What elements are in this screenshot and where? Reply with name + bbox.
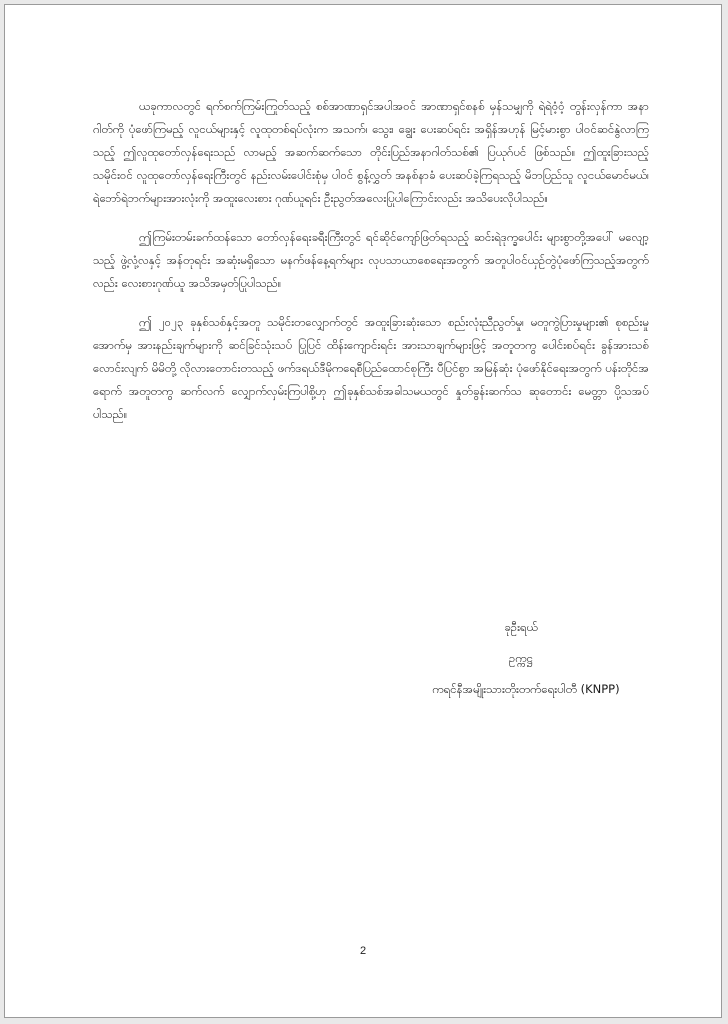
page-number: 2: [359, 945, 367, 957]
paragraph-2: ဤကြမ်းတမ်းခက်ထန်သော တော်လှန်ရေးခရီးကြီးတွင် ရင်ဆိုင်ကျော်ဖြတ်ရသည့် ဆင်းရဲဒုက္ခပေါင်း များစွာတို့အပေါ် မလျော့သည့် ဖွဲ့လုံ့လနှင့် အန်တုရင်း အဆုံးမရှိသော မနက်ဖန်နေ့ရက်များ လုပသာယာစေရေးအတွက် အတူပါဝင်ယှဉ်တွဲပုံဖော်ကြသည့်အတွက်လည်း လေးစားဂုဏ်ယူ အသိအမှတ်ပြုပါသည်။: [93, 230, 649, 290]
organization-name: ကရင်နီအမျိုးသားတိုးတက်ရေးပါတီ (KNPP): [432, 682, 620, 696]
signature-block: [381, 612, 661, 705]
document-page: [4, 4, 722, 1018]
paragraph-1: ယခုကာလတွင် ရက်စက်ကြမ်းကြုတ်သည့် စစ်အာဏာရှင်အပါအဝင် အာဏာရှင်စနစ် မှန်သမျှကို ရဲရဲဝံ့ဝံ့ တွန်းလှန်ကာ အနာဂါတ်ကို ပုံဖော်ကြမည့် လူငယ်များနှင့် လူထုတစ်ရပ်လုံးက အသက်၊ သွေး၊ ချွေး ပေးဆပ်ရင်း အရှိန်အဟုန် မြင့်မားစွာ ပါဝင်ဆင်နွဲလာကြသည့် ဤလူထုတော်လှန်ရေးသည် လာမည့် အဆက်ဆက်သော တိုင်းပြည်အနာဂါတ်သစ်၏ ပြယုဂ်ပင် ဖြစ်သည်။ ဤထူးခြားသည့် သမိုင်းဝင် လူထုတော်လှန်ရေးကြီးတွင် နည်းလမ်းပေါင်းစုံမှ ပါဝင် စွန့်လွှတ် အနစ်နာခံ ပေးဆပ်ခဲ့ကြရသည့် မိဘပြည်သူ လူငယ်မောင်မယ်၊ ရဲဘော်ရဲဘက်များအားလုံးကို အထူးလေးစား ဂုဏ်ယူရင်း ဦးညွတ်အလေးပြုပါကြောင်းလည်း အသိပေးလိုပါသည်။: [93, 99, 649, 205]
letter-body: [93, 95, 649, 442]
signatory-title: ဥက္ကဋ္ဌ: [509, 651, 533, 665]
paragraph-3: ဤ ၂၀၂၃ ခုနှစ်သစ်နှင့်အတူ သမိုင်းတလျှောက်တွင် အထူးခြားဆုံးသော စည်းလုံးညီညွတ်မှု၊ မတူကွဲပြားမှုများ၏ စုစည်းမှုအောက်မှ အားနည်းချက်များကို ဆင်ခြင်သုံးသပ် ပြုပြင် ထိန်းကျောင်းရင်း အားသာချက်များဖြင့် အတူတကွ ပေါင်းစပ်ရင်း ခွန်အားသစ်လောင်းလျက် မိမိတို့ လိုလားတောင်းတသည့် ဖက်ဒရယ်ဒီမိုကရေစီပြည်ထောင်စုကြီး ပီပြင်စွာ အမြန်ဆုံး ပုံဖော်နိုင်ရေးအတွက် ပန်းတိုင်အရောက် အတူတကွ ဆက်လက် လျှောက်လှမ်းကြပါစို့ဟု ဤခုနှစ်သစ်အခါသမယတွင် နှုတ်ခွန်းဆက်သ ဆုတောင်း မေတ္တာ ပို့သအပ်ပါသည်။: [93, 315, 649, 421]
signatory-name: ခုဦးရယ်: [504, 620, 538, 634]
